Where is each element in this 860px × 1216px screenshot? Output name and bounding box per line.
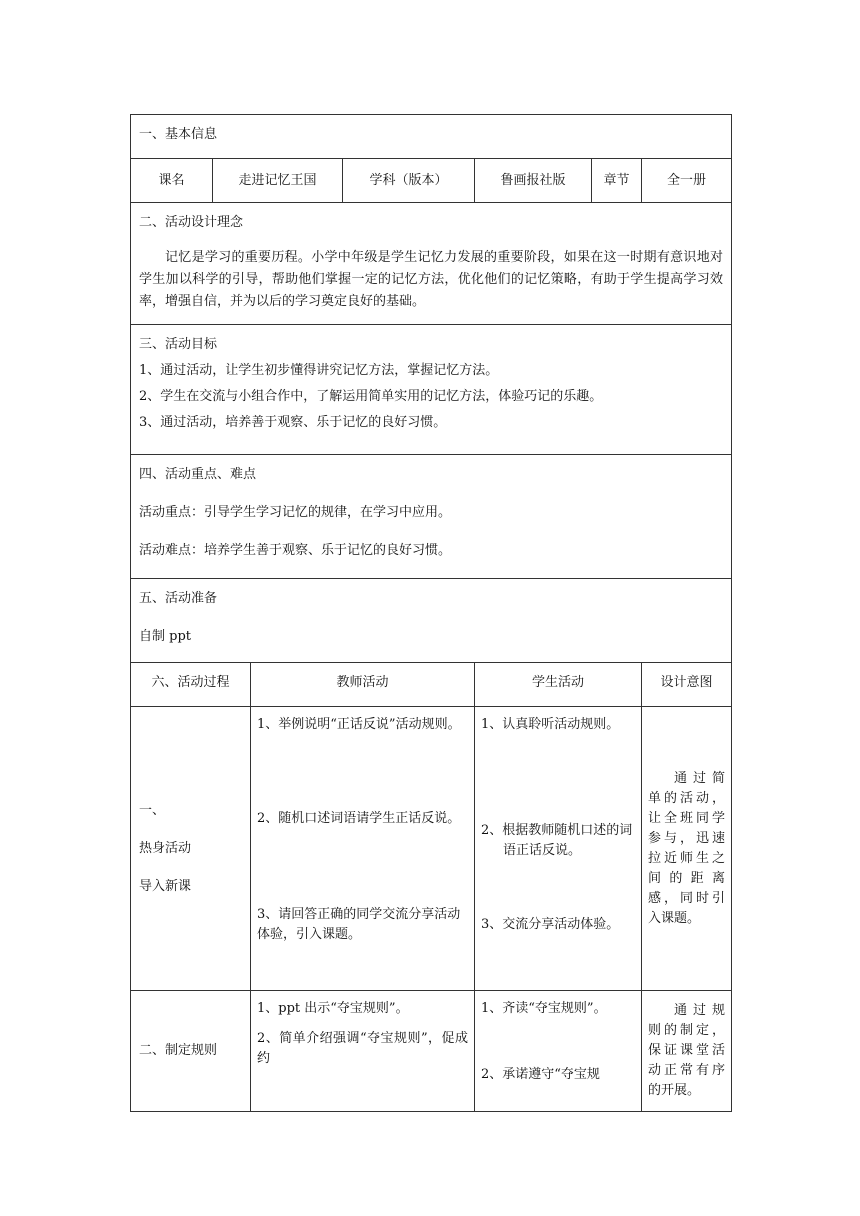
section-basic-info-title: 一、基本信息 bbox=[131, 115, 732, 159]
teacher-activity-item: 3、请回答正确的同学交流分享活动体验，引入课题。 bbox=[257, 907, 461, 942]
stage-cell bbox=[131, 707, 251, 991]
stage-cell bbox=[131, 991, 251, 1112]
teacher-activity-item: 1、举例说明“正话反说”活动规则。 bbox=[257, 717, 461, 732]
lesson-plan-table bbox=[130, 114, 732, 1112]
design-intent-text: 通过规则的制定，保证课堂活动正常有序的开展。 bbox=[648, 1003, 726, 1098]
process-row bbox=[131, 991, 732, 1112]
student-activity-item: 1、认真聆听活动规则。 bbox=[481, 717, 620, 732]
section-design-concept bbox=[131, 203, 732, 325]
lesson-plan-page bbox=[130, 114, 732, 1104]
student-activity-item: 3、交流分享活动体验。 bbox=[481, 917, 620, 932]
preparation-text: 自制 ppt bbox=[139, 629, 192, 644]
teacher-activity-item: 2、简单介绍强调“夺宝规则”，促成约 bbox=[257, 1031, 468, 1066]
section-key-points bbox=[131, 455, 732, 579]
stage-label: 二、制定规则 bbox=[139, 1043, 218, 1058]
process-row bbox=[131, 707, 732, 991]
design-concept-text: 记忆是学习的重要历程。小学中年级是学生记忆力发展的重要阶段，如果在这一时期有意识地对学生加以科学的引导，帮助他们掌握一定的记忆方法，优化他们的记忆策略，有助于学生提高学习效率，增强自信，并为以后的学习奠定良好的基础。 bbox=[139, 250, 724, 309]
goal-item: 3、通过活动，培养善于观察、乐于记忆的良好习惯。 bbox=[139, 415, 447, 430]
process-header-teacher: 教师活动 bbox=[251, 663, 475, 707]
student-activity-cell bbox=[475, 991, 642, 1112]
section-goals bbox=[131, 325, 732, 455]
stage-label: 导入新课 bbox=[139, 878, 192, 894]
section-preparation-title: 五、活动准备 bbox=[139, 591, 218, 606]
difficulty-text: 活动难点：培养学生善于观察、乐于记忆的良好习惯。 bbox=[139, 543, 452, 558]
process-header-student: 学生活动 bbox=[475, 663, 642, 707]
chapter-value: 全一册 bbox=[642, 159, 732, 203]
student-activity-item: 1、齐读“夺宝规则”。 bbox=[481, 1001, 607, 1016]
design-intent-cell bbox=[642, 991, 732, 1112]
course-name-value: 走进记忆王国 bbox=[213, 159, 343, 203]
teacher-activity-cell bbox=[251, 707, 475, 991]
section-preparation bbox=[131, 579, 732, 663]
design-intent-text: 通过简单的活动，让全班同学参与，迅速拉近师生之间的距离感，同时引入课题。 bbox=[648, 770, 726, 926]
stage-label: 一、 bbox=[139, 802, 166, 818]
stage-label: 热身活动 bbox=[139, 840, 192, 856]
student-activity-item: 2、根据教师随机口述的词语正话反说。 bbox=[481, 823, 633, 858]
subject-value: 鲁画报社版 bbox=[475, 159, 592, 203]
section-design-concept-title: 二、活动设计理念 bbox=[139, 215, 244, 230]
chapter-label: 章节 bbox=[592, 159, 642, 203]
teacher-activity-item: 2、随机口述词语请学生正话反说。 bbox=[257, 811, 461, 826]
subject-label: 学科（版本） bbox=[343, 159, 475, 203]
process-header-intent: 设计意图 bbox=[642, 663, 732, 707]
teacher-activity-cell bbox=[251, 991, 475, 1112]
course-name-label: 课名 bbox=[131, 159, 213, 203]
design-intent-cell bbox=[642, 707, 732, 991]
goal-item: 2、学生在交流与小组合作中，了解运用简单实用的记忆方法，体验巧记的乐趣。 bbox=[139, 389, 603, 404]
teacher-activity-item: 1、ppt 出示“夺宝规则”。 bbox=[257, 1001, 409, 1016]
section-goals-title: 三、活动目标 bbox=[139, 337, 218, 352]
process-header-stage: 六、活动过程 bbox=[131, 663, 251, 707]
section-key-points-title: 四、活动重点、难点 bbox=[139, 467, 257, 482]
process-header-row bbox=[131, 663, 732, 707]
student-activity-cell bbox=[475, 707, 642, 991]
key-point-text: 活动重点：引导学生学习记忆的规律，在学习中应用。 bbox=[139, 505, 452, 520]
goal-item: 1、通过活动，让学生初步懂得讲究记忆方法，掌握记忆方法。 bbox=[139, 363, 499, 378]
basic-info-row bbox=[131, 159, 732, 203]
student-activity-item: 2、承诺遵守“夺宝规 bbox=[481, 1067, 600, 1082]
